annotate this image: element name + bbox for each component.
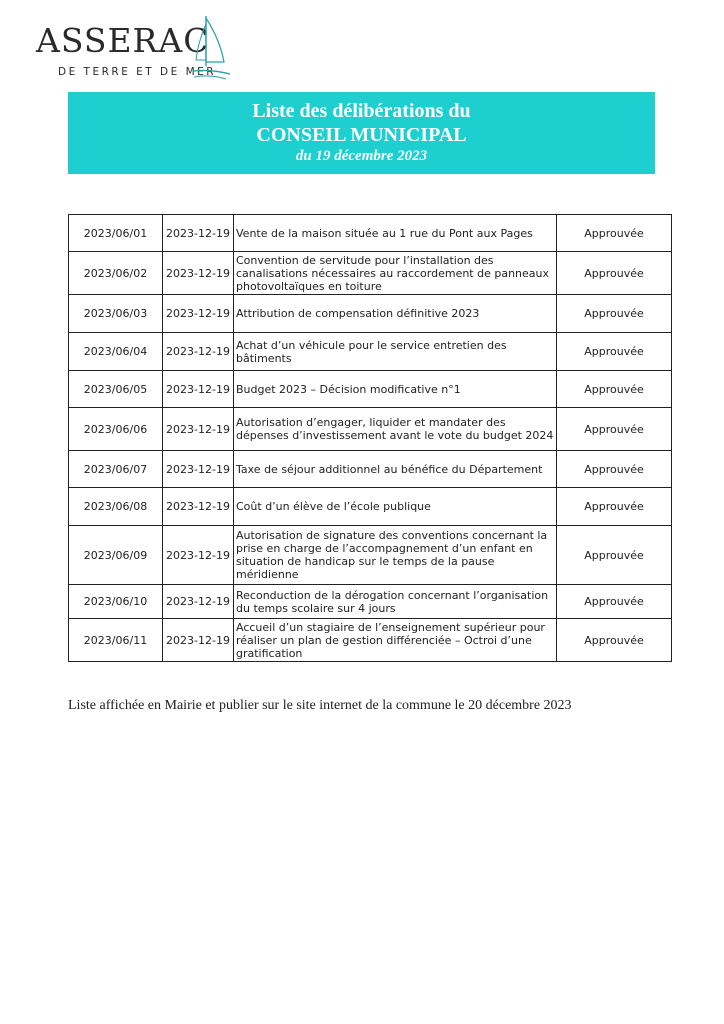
deliberation-date: 2023-12-19 <box>163 252 234 295</box>
deliberation-number: 2023/06/01 <box>69 215 163 252</box>
deliberation-object: Achat d’un véhicule pour le service entretien des bâtiments <box>234 333 557 371</box>
deliberation-number: 2023/06/09 <box>69 526 163 585</box>
deliberation-number: 2023/06/06 <box>69 408 163 451</box>
table-row <box>69 333 672 371</box>
deliberation-date: 2023-12-19 <box>163 526 234 585</box>
table-row <box>69 371 672 408</box>
deliberation-status: Approuvée <box>557 333 672 371</box>
deliberation-object: Autorisation de signature des conventions concernant la prise en charge de l’accompagnement d’un enfant en situation de handicap sur le temps de la pause méridienne <box>234 526 557 585</box>
banner-date: du 19 décembre 2023 <box>295 148 428 164</box>
deliberation-status: Approuvée <box>557 295 672 333</box>
deliberation-object: Attribution de compensation définitive 2023 <box>234 295 557 333</box>
deliberation-object: Coût d’un élève de l’école publique <box>234 488 557 526</box>
logo-wordmark: ASSERAC <box>36 21 210 60</box>
deliberation-status: Approuvée <box>557 451 672 488</box>
deliberation-status: Approuvée <box>557 371 672 408</box>
deliberation-object: Taxe de séjour additionnel au bénéfice du Département <box>234 451 557 488</box>
deliberation-number: 2023/06/02 <box>69 252 163 295</box>
sailboat-icon <box>194 14 234 84</box>
table-row <box>69 526 672 585</box>
deliberation-date: 2023-12-19 <box>163 295 234 333</box>
deliberation-number: 2023/06/11 <box>69 619 163 662</box>
deliberation-number: 2023/06/03 <box>69 295 163 333</box>
deliberation-object: Autorisation d’engager, liquider et mandater des dépenses d’investissement avant le vote du budget 2024 <box>234 408 557 451</box>
table-row <box>69 619 672 662</box>
deliberation-object: Budget 2023 – Décision modificative n°1 <box>234 371 557 408</box>
logo-tagline: DE TERRE ET DE MER <box>58 66 217 78</box>
banner-title-line1: Liste des délibérations du <box>252 100 471 122</box>
deliberation-status: Approuvée <box>557 619 672 662</box>
deliberation-number: 2023/06/08 <box>69 488 163 526</box>
table-row <box>69 451 672 488</box>
deliberation-date: 2023-12-19 <box>163 451 234 488</box>
deliberation-number: 2023/06/07 <box>69 451 163 488</box>
deliberations-table <box>68 214 672 662</box>
deliberation-object: Convention de servitude pour l’installation des canalisations nécessaires au raccordement de panneaux photovoltaïques en toiture <box>234 252 557 295</box>
table-row <box>69 585 672 619</box>
deliberation-status: Approuvée <box>557 215 672 252</box>
deliberation-status: Approuvée <box>557 252 672 295</box>
deliberation-date: 2023-12-19 <box>163 371 234 408</box>
deliberation-status: Approuvée <box>557 488 672 526</box>
deliberation-status: Approuvée <box>557 526 672 585</box>
deliberation-date: 2023-12-19 <box>163 585 234 619</box>
deliberation-object: Reconduction de la dérogation concernant l’organisation du temps scolaire sur 4 jours <box>234 585 557 619</box>
deliberation-number: 2023/06/05 <box>69 371 163 408</box>
deliberation-date: 2023-12-19 <box>163 215 234 252</box>
deliberations-table-body <box>69 215 672 662</box>
deliberation-date: 2023-12-19 <box>163 619 234 662</box>
footer-note: Liste affichée en Mairie et publier sur le site internet de la commune le 20 décembre 2023 <box>68 698 572 713</box>
deliberation-date: 2023-12-19 <box>163 408 234 451</box>
banner-title-line2: CONSEIL MUNICIPAL <box>256 124 467 146</box>
deliberation-date: 2023-12-19 <box>163 488 234 526</box>
deliberation-status: Approuvée <box>557 585 672 619</box>
deliberation-object: Accueil d’un stagiaire de l’enseignement supérieur pour réaliser un plan de gestion différenciée – Octroi d’une gratification <box>234 619 557 662</box>
deliberation-object: Vente de la maison située au 1 rue du Pont aux Pages <box>234 215 557 252</box>
table-row <box>69 215 672 252</box>
deliberation-status: Approuvée <box>557 408 672 451</box>
table-row <box>69 408 672 451</box>
table-row <box>69 488 672 526</box>
deliberation-number: 2023/06/10 <box>69 585 163 619</box>
deliberation-date: 2023-12-19 <box>163 333 234 371</box>
table-row <box>69 252 672 295</box>
asserac-logo <box>36 14 236 84</box>
deliberation-number: 2023/06/04 <box>69 333 163 371</box>
table-row <box>69 295 672 333</box>
title-banner <box>68 92 655 174</box>
